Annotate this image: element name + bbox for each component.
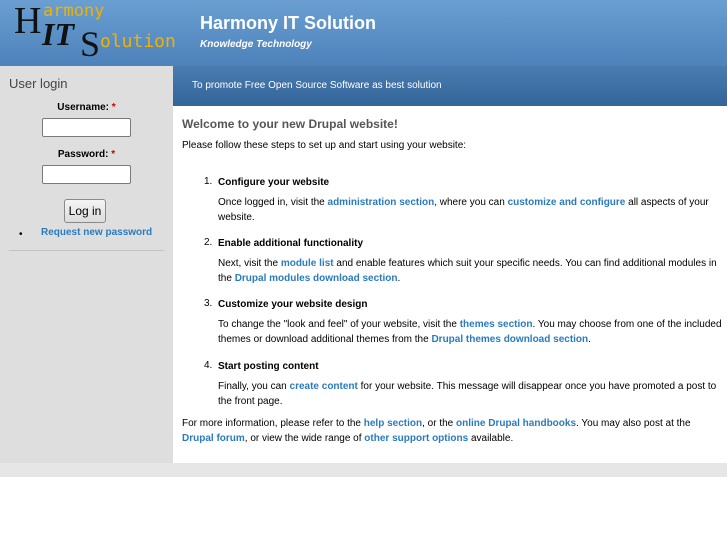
more-info-text [182,416,702,446]
step-text: all aspects of your website. [218,197,709,223]
list-item [182,176,722,225]
step-body [218,256,722,286]
step-title: Configure your website [218,177,330,188]
step-title: Customize your website design [218,299,368,310]
step-text: Next, visit the [218,258,281,269]
user-login-title: User login [9,76,68,91]
online-drupal-handbooks-link[interactable]: online Drupal handbooks [456,418,577,429]
step-number: 2. [204,237,213,248]
step-text: . [588,334,591,345]
more-text: . You may also post at the [576,418,691,429]
drupal-forum-link[interactable]: Drupal forum [182,433,245,444]
step-text: Once logged in, visit the [218,197,328,208]
password-input[interactable] [42,165,131,184]
intro-text: Please follow these steps to set up and start using your website: [182,140,467,151]
step-body [218,379,722,409]
logo-letter-h: H [14,0,42,42]
step-text: , where you can [434,197,508,208]
mission-bar [173,66,727,106]
main-content [182,117,722,444]
step-text: for your website. This message will disappear once you have promoted a post to the front page. [218,381,717,407]
site-header [0,0,727,66]
logo-olution: olution [100,31,176,52]
site-footer [0,463,727,477]
more-text: , or view the wide range of [244,433,365,444]
more-text: For more information, please refer to the [182,418,364,429]
drupal-modules-download-link[interactable]: Drupal modules download section [234,273,398,284]
site-logo[interactable] [0,0,186,66]
step-body [218,195,722,225]
login-button[interactable]: Log in [64,199,106,223]
step-title: Enable additional functionality [218,238,364,249]
list-item [182,237,722,286]
username-input[interactable] [42,118,131,137]
password-label [0,149,173,160]
step-text: . You may choose from one of the included themes or download additional themes from the [218,319,722,345]
administration-section-link[interactable]: administration section [327,197,435,208]
site-name-link[interactable]: Harmony IT Solution [200,13,377,33]
step-number: 3. [204,298,213,309]
password-label-text: Password: [57,149,109,160]
step-text: and enable features which suit your specific needs. You can find additional modules in the [218,258,717,284]
customize-configure-link[interactable]: customize and configure [507,197,626,208]
step-number: 1. [204,176,213,187]
username-label-text: Username: [57,102,109,113]
drupal-themes-download-link[interactable]: Drupal themes download section [431,334,589,345]
username-label [0,102,173,113]
help-section-link[interactable]: help section [363,418,423,429]
more-text: , or the [422,418,457,429]
step-text: Finally, you can [218,381,290,392]
mission-text: To promote Free Open Source Software as best solution [192,80,442,91]
more-text: available. [468,433,514,444]
site-slogan: Knowledge Technology [200,39,312,50]
page-title: Welcome to your new Drupal website! [182,117,398,131]
logo-its: IT [42,16,74,52]
required-mark: * [111,149,116,160]
logo-letter-s: S [80,24,101,64]
step-body [218,317,722,347]
create-content-link[interactable]: create content [289,381,358,392]
logo-armony: armony [43,1,105,21]
list-item [182,298,722,347]
left-sidebar [0,66,173,463]
step-text: To change the "look and feel" of your website, visit the [218,319,460,330]
step-title: Start posting content [218,361,319,372]
other-support-options-link[interactable]: other support options [364,433,469,444]
required-mark: * [111,102,116,113]
step-text: . [397,273,401,284]
module-list-link[interactable]: module list [280,258,334,269]
sidebar-divider [9,250,164,251]
step-number: 4. [204,360,213,371]
list-item [182,360,722,409]
request-new-password-link[interactable]: Request new password [41,227,153,238]
list-bullet: • [19,229,23,240]
themes-section-link[interactable]: themes section [459,319,533,330]
